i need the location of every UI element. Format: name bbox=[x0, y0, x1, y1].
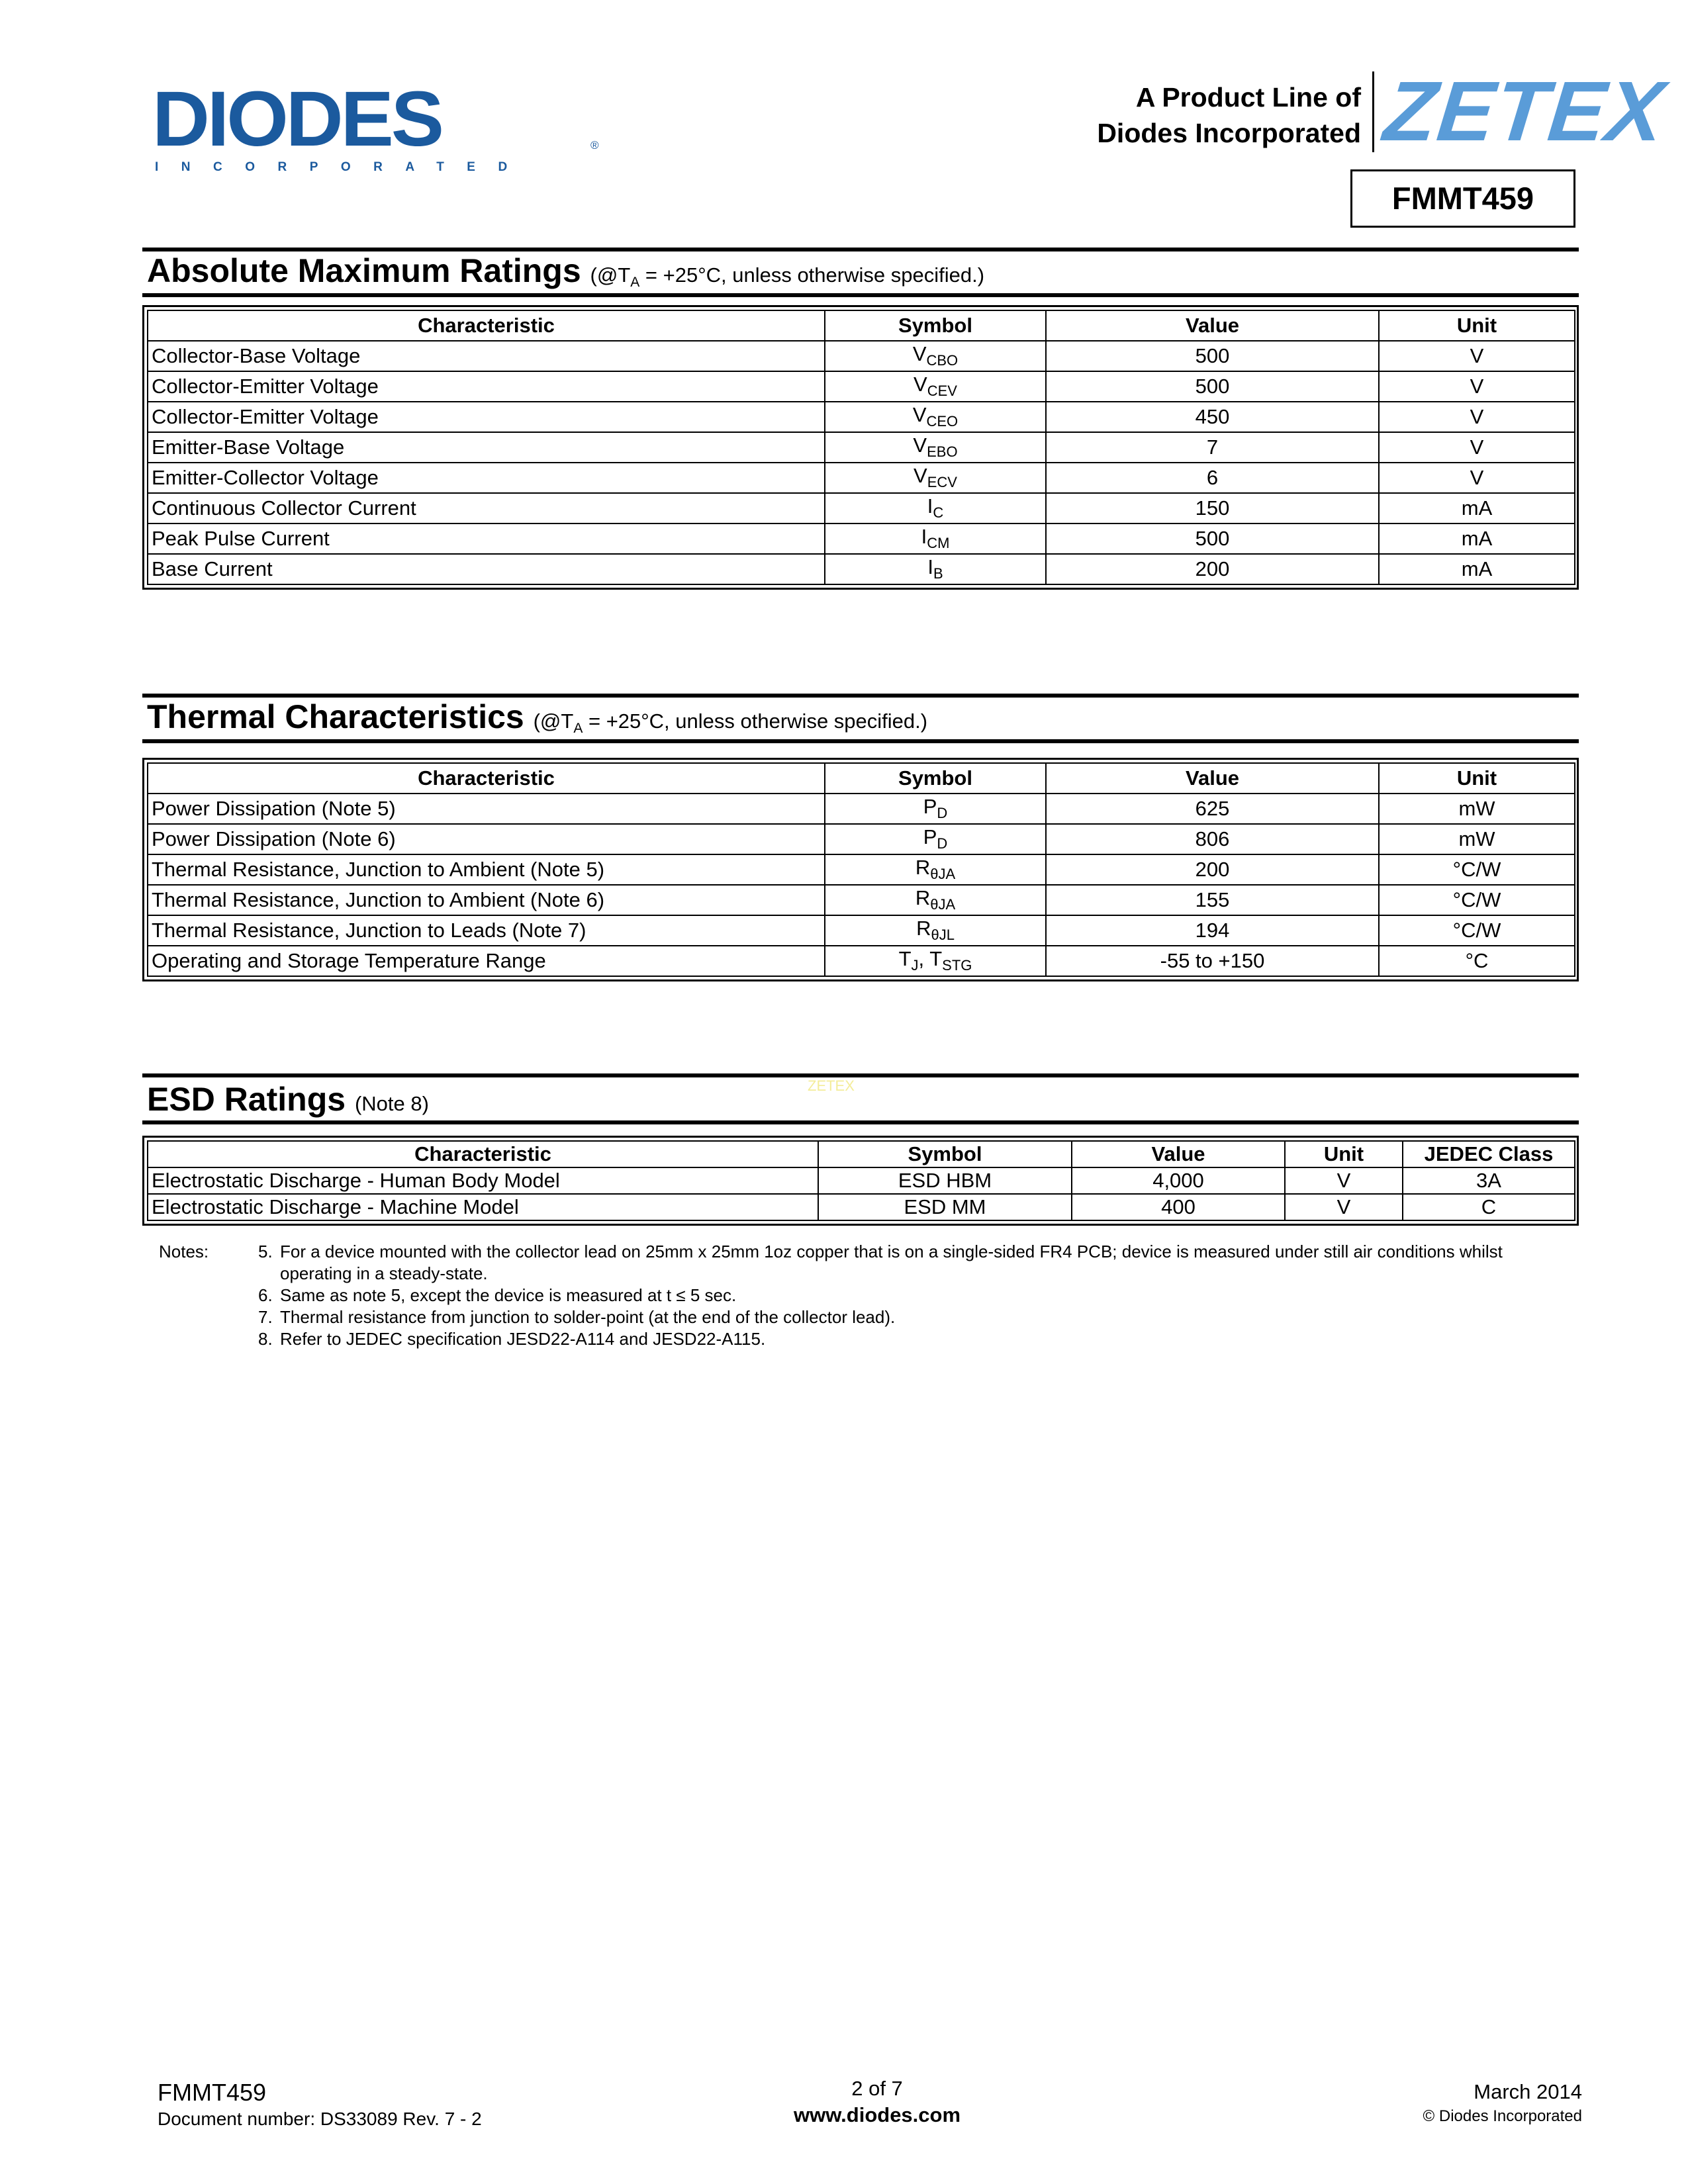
table-header-row bbox=[148, 763, 1575, 794]
column-header: JEDEC Class bbox=[1403, 1141, 1575, 1167]
symbol-subscript: ECV bbox=[927, 474, 957, 491]
symbol-letter: P bbox=[923, 825, 937, 849]
unit-cell: V bbox=[1379, 371, 1575, 402]
symbol-cell bbox=[825, 523, 1046, 554]
value-cell: 500 bbox=[1046, 523, 1379, 554]
symbol-subscript: C bbox=[933, 504, 944, 522]
value-cell: 200 bbox=[1046, 554, 1379, 584]
symbol-letter: V bbox=[914, 464, 927, 488]
symbol-cell bbox=[825, 341, 1046, 371]
column-header: Value bbox=[1046, 310, 1379, 341]
symbol-cell: ESD MM bbox=[818, 1194, 1072, 1220]
jedec-class-cell: C bbox=[1403, 1194, 1575, 1220]
table-row bbox=[148, 794, 1575, 824]
part-number-box: FMMT459 bbox=[1350, 169, 1575, 228]
abs-max-condition: ($@T_A = +25^\circ C$, unless otherwise specified.) bbox=[590, 263, 985, 291]
note-text: Refer to JEDEC specification JESD22-A114 and JESD22-A115. bbox=[280, 1329, 766, 1349]
unit-cell: °C bbox=[1379, 946, 1575, 976]
characteristic-cell: Continuous Collector Current bbox=[148, 493, 825, 523]
symbol-subscript: θJA bbox=[930, 866, 956, 883]
unit-cell: °C/W bbox=[1379, 915, 1575, 946]
table-row bbox=[148, 824, 1575, 854]
esd-note-ref: (Note 8) bbox=[354, 1092, 429, 1115]
footer-center bbox=[712, 2075, 1043, 2128]
table-row bbox=[148, 402, 1575, 432]
symbol-cell bbox=[825, 432, 1046, 463]
column-header: Value bbox=[1072, 1141, 1285, 1167]
symbol-letter: R bbox=[916, 917, 931, 940]
unit-cell: V bbox=[1285, 1167, 1403, 1194]
table-row bbox=[148, 371, 1575, 402]
note-number: 5. bbox=[258, 1242, 273, 1261]
footer-document-number: Document number: DS33089 Rev. 7 - 2 bbox=[158, 2109, 482, 2129]
abs-max-heading bbox=[147, 251, 984, 291]
faint-watermark: ZETEX bbox=[808, 1077, 855, 1094]
brand-divider bbox=[1372, 71, 1374, 152]
characteristic-cell: Collector-Base Voltage bbox=[148, 341, 825, 371]
unit-cell: mA bbox=[1379, 554, 1575, 584]
symbol-letter: R bbox=[915, 856, 931, 880]
table-row bbox=[148, 1167, 1575, 1194]
table-row bbox=[148, 341, 1575, 371]
abs-max-grid bbox=[147, 310, 1575, 585]
notes-label: Notes: bbox=[159, 1242, 209, 1261]
unit-cell: mA bbox=[1379, 493, 1575, 523]
footer-right bbox=[1423, 2078, 1582, 2127]
footer-part-number: FMMT459 bbox=[158, 2079, 267, 2106]
symbol-cell bbox=[825, 885, 1046, 915]
value-cell: 500 bbox=[1046, 371, 1379, 402]
symbol-cell bbox=[825, 554, 1046, 584]
section-rule-bottom bbox=[142, 739, 1579, 743]
value-cell: 500 bbox=[1046, 341, 1379, 371]
symbol-letter-2: , T bbox=[918, 947, 943, 971]
characteristic-cell: Peak Pulse Current bbox=[148, 523, 825, 554]
abs-max-title: Absolute Maximum Ratings bbox=[147, 252, 581, 289]
value-cell: 194 bbox=[1046, 915, 1379, 946]
unit-cell: mW bbox=[1379, 794, 1575, 824]
characteristic-cell: Electrostatic Discharge - Human Body Model bbox=[148, 1167, 818, 1194]
note-text: Same as note 5, except the device is measured at t ≤ 5 sec. bbox=[280, 1285, 737, 1305]
product-line-1: A Product Line of bbox=[1135, 82, 1361, 113]
table-row bbox=[148, 885, 1575, 915]
symbol-subscript-2: STG bbox=[942, 957, 972, 974]
unit-cell: mW bbox=[1379, 824, 1575, 854]
symbol-subscript: D bbox=[937, 805, 948, 822]
value-cell: 450 bbox=[1046, 402, 1379, 432]
symbol-cell bbox=[825, 493, 1046, 523]
footer-left bbox=[158, 2078, 482, 2131]
esd-table bbox=[142, 1136, 1579, 1226]
unit-cell: V bbox=[1379, 341, 1575, 371]
page-number: 2 of 7 bbox=[851, 2077, 903, 2100]
symbol-subscript: CM bbox=[927, 535, 950, 552]
section-rule-bottom bbox=[142, 293, 1579, 297]
table-row bbox=[148, 493, 1575, 523]
value-cell: 7 bbox=[1046, 432, 1379, 463]
unit-cell: V bbox=[1379, 432, 1575, 463]
column-header: Symbol bbox=[825, 310, 1046, 341]
symbol-letter: R bbox=[915, 886, 931, 910]
characteristic-cell: Base Current bbox=[148, 554, 825, 584]
logo-subtext: INCORPORATED bbox=[155, 160, 530, 174]
footer-copyright: © Diodes Incorporated bbox=[1423, 2107, 1582, 2125]
symbol-subscript: CBO bbox=[926, 352, 959, 369]
esd-grid bbox=[147, 1140, 1575, 1221]
symbol-cell bbox=[825, 463, 1046, 493]
table-row bbox=[148, 523, 1575, 554]
table-header-row bbox=[148, 1141, 1575, 1167]
symbol-cell bbox=[825, 854, 1046, 885]
product-line-2: Diodes Incorporated bbox=[1097, 118, 1361, 148]
product-line-text bbox=[1097, 79, 1361, 151]
note-number: 8. bbox=[258, 1329, 273, 1349]
characteristic-cell: Power Dissipation (Note 5) bbox=[148, 794, 825, 824]
table-row bbox=[148, 854, 1575, 885]
table-row bbox=[148, 432, 1575, 463]
symbol-subscript: θJA bbox=[930, 896, 956, 913]
thermal-heading bbox=[147, 698, 927, 737]
symbol-subscript: B bbox=[933, 565, 943, 582]
column-header: Unit bbox=[1379, 763, 1575, 794]
value-cell: 806 bbox=[1046, 824, 1379, 854]
symbol-letter: V bbox=[913, 433, 927, 457]
value-cell: 625 bbox=[1046, 794, 1379, 824]
symbol-letter: V bbox=[914, 373, 927, 396]
characteristic-cell: Collector-Emitter Voltage bbox=[148, 402, 825, 432]
column-header: Unit bbox=[1379, 310, 1575, 341]
symbol-subscript: CEO bbox=[926, 413, 959, 430]
value-cell: 400 bbox=[1072, 1194, 1285, 1220]
unit-cell: °C/W bbox=[1379, 885, 1575, 915]
thermal-grid bbox=[147, 762, 1575, 977]
symbol-letter: I bbox=[927, 555, 933, 579]
unit-cell: mA bbox=[1379, 523, 1575, 554]
characteristic-cell: Thermal Resistance, Junction to Ambient (Note 5) bbox=[148, 854, 825, 885]
column-header: Unit bbox=[1285, 1141, 1403, 1167]
value-cell: 150 bbox=[1046, 493, 1379, 523]
symbol-letter: I bbox=[927, 494, 933, 518]
unit-cell: °C/W bbox=[1379, 854, 1575, 885]
note-number: 7. bbox=[258, 1307, 273, 1327]
section-rule-top bbox=[142, 1073, 1579, 1077]
symbol-subscript: D bbox=[937, 835, 948, 852]
symbol-letter: V bbox=[912, 342, 927, 366]
column-header: Characteristic bbox=[148, 763, 825, 794]
note-number: 6. bbox=[258, 1285, 273, 1305]
notes-section bbox=[159, 1241, 1575, 1350]
thermal-condition: ($@T_A = +25^\circ C$, unless otherwise specified.) bbox=[533, 709, 928, 737]
footer-date: March 2014 bbox=[1474, 2080, 1582, 2103]
note-item bbox=[258, 1285, 1575, 1306]
value-cell: 155 bbox=[1046, 885, 1379, 915]
symbol-cell bbox=[825, 794, 1046, 824]
characteristic-cell: Emitter-Collector Voltage bbox=[148, 463, 825, 493]
characteristic-cell: Operating and Storage Temperature Range bbox=[148, 946, 825, 976]
section-rule-bottom bbox=[142, 1120, 1579, 1124]
symbol-subscript: J bbox=[911, 957, 919, 974]
table-row bbox=[148, 915, 1575, 946]
symbol-subscript: CEV bbox=[927, 383, 957, 400]
zetex-logo: ZETEX bbox=[1380, 64, 1670, 159]
symbol-cell bbox=[825, 915, 1046, 946]
symbol-cell bbox=[825, 402, 1046, 432]
symbol-subscript: θJL bbox=[931, 927, 955, 944]
value-cell: -55 to +150 bbox=[1046, 946, 1379, 976]
characteristic-cell: Thermal Resistance, Junction to Leads (Note 7) bbox=[148, 915, 825, 946]
diodes-logo bbox=[152, 75, 599, 174]
column-header: Characteristic bbox=[148, 1141, 818, 1167]
symbol-letter: T bbox=[898, 947, 912, 971]
jedec-class-cell: 3A bbox=[1403, 1167, 1575, 1194]
logo-registered-mark: ® bbox=[590, 139, 599, 152]
value-cell: 200 bbox=[1046, 854, 1379, 885]
symbol-letter: V bbox=[912, 403, 927, 427]
symbol-letter: P bbox=[923, 795, 937, 819]
table-row bbox=[148, 463, 1575, 493]
unit-cell: V bbox=[1285, 1194, 1403, 1220]
symbol-letter: I bbox=[921, 525, 927, 549]
characteristic-cell: Thermal Resistance, Junction to Ambient (Note 6) bbox=[148, 885, 825, 915]
column-header: Symbol bbox=[825, 763, 1046, 794]
value-cell: 6 bbox=[1046, 463, 1379, 493]
esd-heading bbox=[147, 1080, 429, 1118]
characteristic-cell: Collector-Emitter Voltage bbox=[148, 371, 825, 402]
symbol-subscript: EBO bbox=[927, 443, 958, 461]
column-header: Characteristic bbox=[148, 310, 825, 341]
note-item bbox=[258, 1306, 1575, 1328]
table-row bbox=[148, 1194, 1575, 1220]
logo-wordmark: DIODES bbox=[152, 75, 442, 163]
characteristic-cell: Electrostatic Discharge - Machine Model bbox=[148, 1194, 818, 1220]
symbol-cell bbox=[825, 946, 1046, 976]
abs-max-table bbox=[142, 305, 1579, 590]
note-item bbox=[258, 1241, 1575, 1285]
note-text: Thermal resistance from junction to solder-point (at the end of the collector lead). bbox=[280, 1307, 896, 1327]
column-header: Value bbox=[1046, 763, 1379, 794]
thermal-title: Thermal Characteristics bbox=[147, 698, 524, 735]
table-row bbox=[148, 554, 1575, 584]
column-header: Symbol bbox=[818, 1141, 1072, 1167]
characteristic-cell: Power Dissipation (Note 6) bbox=[148, 824, 825, 854]
table-row bbox=[148, 946, 1575, 976]
unit-cell: V bbox=[1379, 463, 1575, 493]
value-cell: 4,000 bbox=[1072, 1167, 1285, 1194]
website-link[interactable]: www.diodes.com bbox=[793, 2103, 961, 2126]
esd-title: ESD Ratings bbox=[147, 1081, 346, 1118]
unit-cell: V bbox=[1379, 402, 1575, 432]
note-item bbox=[258, 1328, 1575, 1350]
symbol-cell: ESD HBM bbox=[818, 1167, 1072, 1194]
notes-list bbox=[159, 1241, 1575, 1350]
thermal-table bbox=[142, 758, 1579, 981]
characteristic-cell: Emitter-Base Voltage bbox=[148, 432, 825, 463]
note-text: For a device mounted with the collector lead on 25mm x 25mm 1oz copper that is on a single-sided FR4 PCB; device is measured under still air conditions whilst operating in a steady-state. bbox=[280, 1242, 1503, 1283]
symbol-cell bbox=[825, 371, 1046, 402]
symbol-cell bbox=[825, 824, 1046, 854]
table-header-row bbox=[148, 310, 1575, 341]
